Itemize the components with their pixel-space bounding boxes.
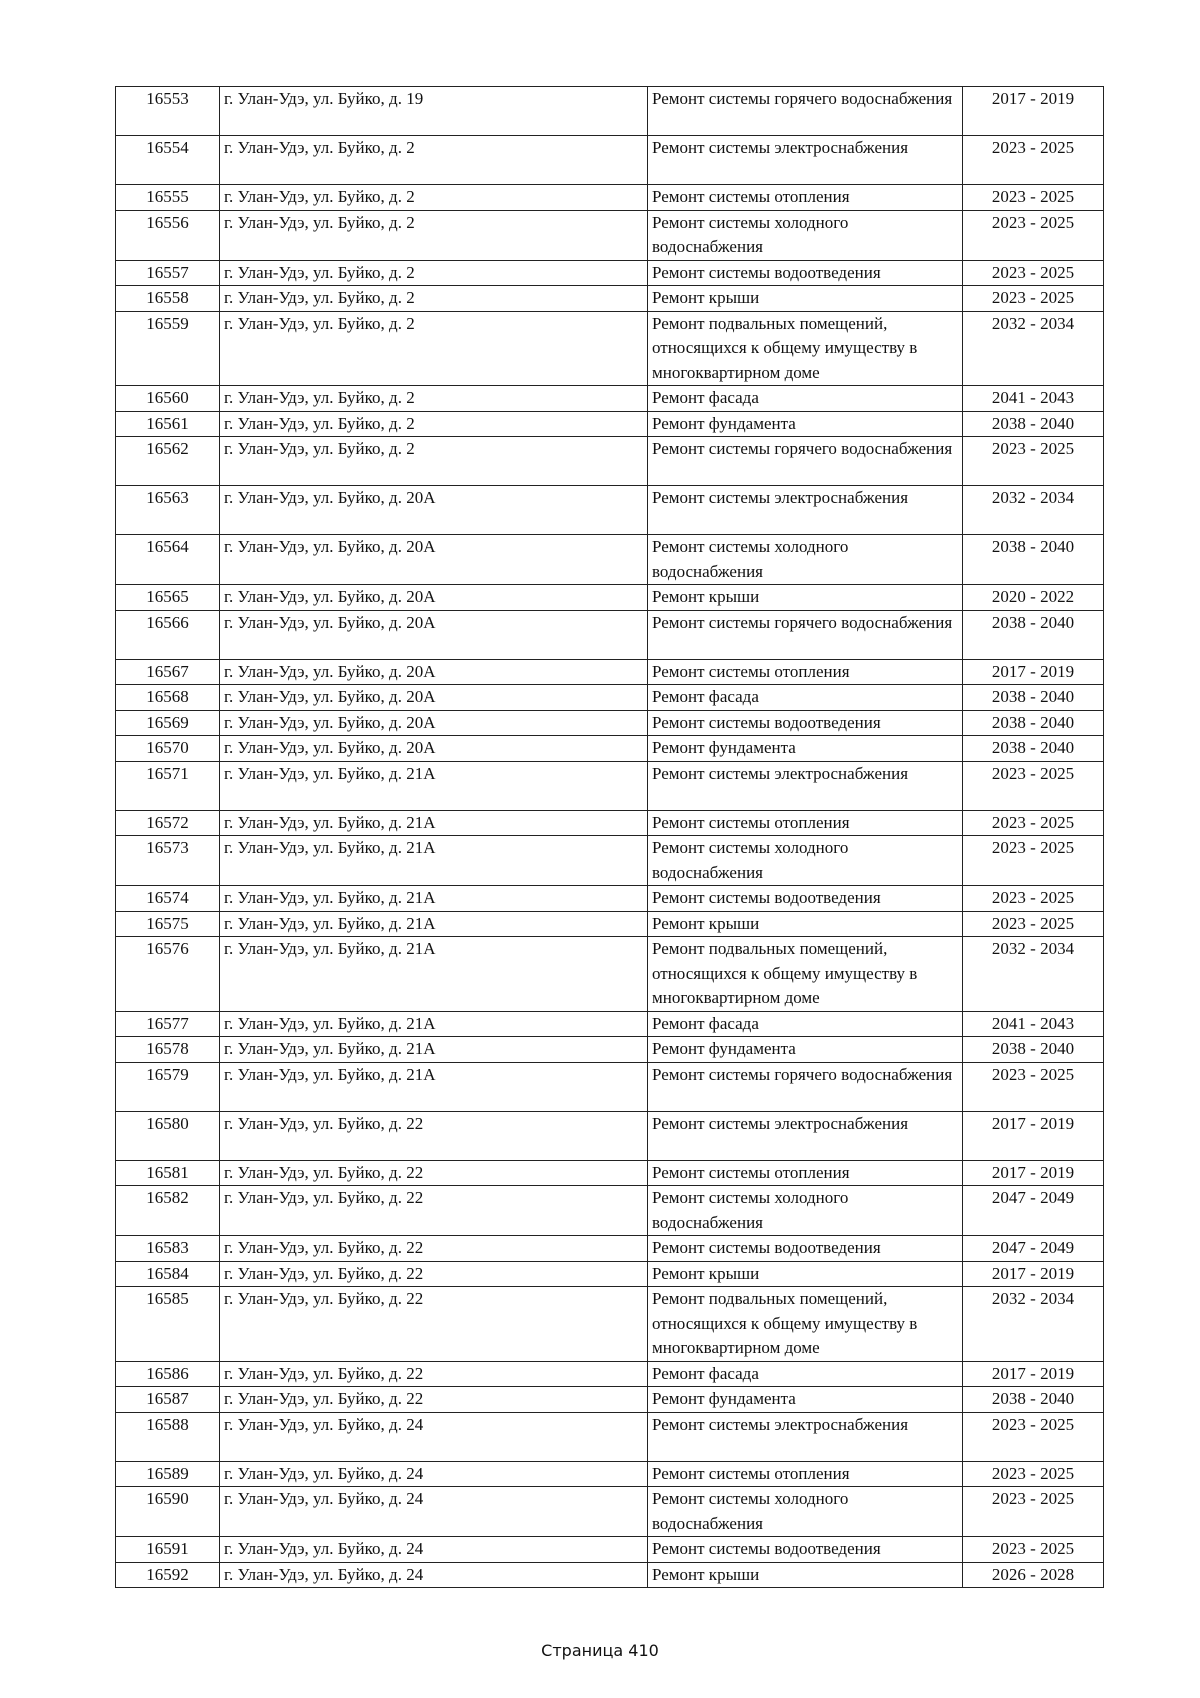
row-number: 16560 [116,386,220,412]
row-years: 2047 - 2049 [963,1236,1104,1262]
row-address: г. Улан-Удэ, ул. Буйко, д. 2 [220,185,648,211]
table-row [116,610,1104,659]
row-number: 16588 [116,1412,220,1461]
row-years: 2023 - 2025 [963,886,1104,912]
row-number: 16564 [116,535,220,585]
row-years: 2047 - 2049 [963,1186,1104,1236]
row-address: г. Улан-Удэ, ул. Буйко, д. 2 [220,286,648,312]
row-work-type: Ремонт системы отопления [648,1160,963,1186]
row-years: 2017 - 2019 [963,87,1104,136]
row-number: 16568 [116,685,220,711]
row-work-type: Ремонт системы электроснабжения [648,136,963,185]
row-years: 2017 - 2019 [963,1261,1104,1287]
table-row [116,386,1104,412]
row-years: 2023 - 2025 [963,1537,1104,1563]
row-years: 2023 - 2025 [963,1461,1104,1487]
table-row [116,836,1104,886]
row-years: 2017 - 2019 [963,1361,1104,1387]
table-row [116,1412,1104,1461]
row-address: г. Улан-Удэ, ул. Буйко, д. 24 [220,1412,648,1461]
row-address: г. Улан-Удэ, ул. Буйко, д. 21А [220,911,648,937]
row-number: 16575 [116,911,220,937]
row-number: 16561 [116,411,220,437]
row-years: 2038 - 2040 [963,535,1104,585]
row-work-type: Ремонт системы водоотведения [648,886,963,912]
row-years: 2032 - 2034 [963,311,1104,386]
row-work-type: Ремонт системы горячего водоснабжения [648,87,963,136]
row-years: 2017 - 2019 [963,659,1104,685]
row-work-type: Ремонт системы горячего водоснабжения [648,437,963,486]
row-address: г. Улан-Удэ, ул. Буйко, д. 2 [220,210,648,260]
row-address: г. Улан-Удэ, ул. Буйко, д. 19 [220,87,648,136]
row-number: 16562 [116,437,220,486]
row-number: 16556 [116,210,220,260]
row-work-type: Ремонт крыши [648,911,963,937]
row-number: 16577 [116,1011,220,1037]
row-number: 16569 [116,710,220,736]
row-address: г. Улан-Удэ, ул. Буйко, д. 21А [220,810,648,836]
table-row [116,736,1104,762]
row-years: 2032 - 2034 [963,937,1104,1012]
table-row [116,886,1104,912]
table-row [116,585,1104,611]
row-work-type: Ремонт системы водоотведения [648,260,963,286]
row-number: 16578 [116,1037,220,1063]
row-address: г. Улан-Удэ, ул. Буйко, д. 21А [220,937,648,1012]
row-address: г. Улан-Удэ, ул. Буйко, д. 20А [220,736,648,762]
row-number: 16558 [116,286,220,312]
row-number: 16576 [116,937,220,1012]
table-row [116,710,1104,736]
row-address: г. Улан-Удэ, ул. Буйко, д. 22 [220,1361,648,1387]
row-work-type: Ремонт фасада [648,386,963,412]
row-address: г. Улан-Удэ, ул. Буйко, д. 24 [220,1562,648,1588]
row-work-type: Ремонт системы водоотведения [648,710,963,736]
table-row [116,685,1104,711]
row-number: 16567 [116,659,220,685]
row-years: 2023 - 2025 [963,1487,1104,1537]
row-years: 2032 - 2034 [963,486,1104,535]
row-work-type: Ремонт фасада [648,1011,963,1037]
row-work-type: Ремонт системы холодного водоснабжения [648,1186,963,1236]
row-work-type: Ремонт фасада [648,685,963,711]
table-row [116,1160,1104,1186]
table-row [116,659,1104,685]
row-years: 2038 - 2040 [963,736,1104,762]
row-address: г. Улан-Удэ, ул. Буйко, д. 22 [220,1387,648,1413]
table-row [116,1461,1104,1487]
table-row [116,311,1104,386]
row-years: 2020 - 2022 [963,585,1104,611]
table-row [116,411,1104,437]
row-work-type: Ремонт системы электроснабжения [648,761,963,810]
table-row [116,87,1104,136]
row-address: г. Улан-Удэ, ул. Буйко, д. 22 [220,1236,648,1262]
table-row [116,1111,1104,1160]
row-address: г. Улан-Удэ, ул. Буйко, д. 22 [220,1160,648,1186]
row-work-type: Ремонт подвальных помещений, относящихся к общему имуществу в многоквартирном доме [648,1287,963,1362]
row-address: г. Улан-Удэ, ул. Буйко, д. 2 [220,260,648,286]
row-address: г. Улан-Удэ, ул. Буйко, д. 21А [220,1011,648,1037]
table-row [116,1261,1104,1287]
row-years: 2041 - 2043 [963,386,1104,412]
row-number: 16589 [116,1461,220,1487]
row-address: г. Улан-Удэ, ул. Буйко, д. 22 [220,1261,648,1287]
row-number: 16571 [116,761,220,810]
row-work-type: Ремонт системы горячего водоснабжения [648,610,963,659]
table-row [116,1387,1104,1413]
row-work-type: Ремонт фасада [648,1361,963,1387]
row-work-type: Ремонт системы отопления [648,659,963,685]
row-address: г. Улан-Удэ, ул. Буйко, д. 22 [220,1186,648,1236]
row-number: 16573 [116,836,220,886]
row-number: 16555 [116,185,220,211]
row-address: г. Улан-Удэ, ул. Буйко, д. 2 [220,437,648,486]
row-number: 16579 [116,1062,220,1111]
row-address: г. Улан-Удэ, ул. Буйко, д. 21А [220,1037,648,1063]
row-work-type: Ремонт системы холодного водоснабжения [648,210,963,260]
row-number: 16570 [116,736,220,762]
row-number: 16580 [116,1111,220,1160]
row-work-type: Ремонт системы горячего водоснабжения [648,1062,963,1111]
row-number: 16559 [116,311,220,386]
table-row [116,1287,1104,1362]
row-address: г. Улан-Удэ, ул. Буйко, д. 20А [220,710,648,736]
row-address: г. Улан-Удэ, ул. Буйко, д. 20А [220,585,648,611]
row-number: 16584 [116,1261,220,1287]
row-years: 2038 - 2040 [963,610,1104,659]
row-work-type: Ремонт системы отопления [648,185,963,211]
row-number: 16591 [116,1537,220,1563]
row-address: г. Улан-Удэ, ул. Буйко, д. 21А [220,836,648,886]
table-row [116,1236,1104,1262]
repair-schedule-table [115,86,1104,1588]
row-number: 16557 [116,260,220,286]
table-row [116,136,1104,185]
table-row [116,1562,1104,1588]
row-work-type: Ремонт системы холодного водоснабжения [648,535,963,585]
row-number: 16592 [116,1562,220,1588]
row-address: г. Улан-Удэ, ул. Буйко, д. 20А [220,610,648,659]
row-number: 16565 [116,585,220,611]
row-address: г. Улан-Удэ, ул. Буйко, д. 24 [220,1537,648,1563]
row-address: г. Улан-Удэ, ул. Буйко, д. 2 [220,411,648,437]
row-years: 2023 - 2025 [963,136,1104,185]
row-years: 2023 - 2025 [963,836,1104,886]
row-work-type: Ремонт фундамента [648,411,963,437]
row-years: 2038 - 2040 [963,710,1104,736]
row-years: 2038 - 2040 [963,685,1104,711]
table-row [116,260,1104,286]
table-row [116,535,1104,585]
row-address: г. Улан-Удэ, ул. Буйко, д. 20А [220,535,648,585]
row-years: 2023 - 2025 [963,810,1104,836]
table-row [116,810,1104,836]
row-work-type: Ремонт фундамента [648,736,963,762]
row-years: 2023 - 2025 [963,1062,1104,1111]
row-number: 16553 [116,87,220,136]
row-address: г. Улан-Удэ, ул. Буйко, д. 21А [220,761,648,810]
row-work-type: Ремонт системы электроснабжения [648,1412,963,1461]
row-address: г. Улан-Удэ, ул. Буйко, д. 21А [220,1062,648,1111]
row-years: 2017 - 2019 [963,1160,1104,1186]
row-work-type: Ремонт системы электроснабжения [648,486,963,535]
row-work-type: Ремонт системы отопления [648,1461,963,1487]
row-number: 16574 [116,886,220,912]
row-work-type: Ремонт крыши [648,1261,963,1287]
row-years: 2032 - 2034 [963,1287,1104,1362]
row-years: 2023 - 2025 [963,1412,1104,1461]
table-row [116,1186,1104,1236]
row-work-type: Ремонт системы холодного водоснабжения [648,1487,963,1537]
table-row [116,185,1104,211]
row-address: г. Улан-Удэ, ул. Буйко, д. 20А [220,486,648,535]
table-row [116,210,1104,260]
row-number: 16554 [116,136,220,185]
row-number: 16590 [116,1487,220,1537]
table-row [116,1537,1104,1563]
row-address: г. Улан-Удэ, ул. Буйко, д. 2 [220,386,648,412]
row-years: 2023 - 2025 [963,761,1104,810]
row-work-type: Ремонт системы отопления [648,810,963,836]
row-number: 16583 [116,1236,220,1262]
row-number: 16566 [116,610,220,659]
row-address: г. Улан-Удэ, ул. Буйко, д. 21А [220,886,648,912]
row-work-type: Ремонт системы электроснабжения [648,1111,963,1160]
row-years: 2023 - 2025 [963,260,1104,286]
row-work-type: Ремонт фундамента [648,1037,963,1063]
row-work-type: Ремонт системы водоотведения [648,1236,963,1262]
row-work-type: Ремонт подвальных помещений, относящихся к общему имуществу в многоквартирном доме [648,937,963,1012]
row-years: 2023 - 2025 [963,185,1104,211]
row-years: 2026 - 2028 [963,1562,1104,1588]
row-address: г. Улан-Удэ, ул. Буйко, д. 2 [220,311,648,386]
table-row [116,1062,1104,1111]
table-row [116,761,1104,810]
row-work-type: Ремонт системы холодного водоснабжения [648,836,963,886]
row-address: г. Улан-Удэ, ул. Буйко, д. 24 [220,1487,648,1537]
row-work-type: Ремонт фундамента [648,1387,963,1413]
row-years: 2038 - 2040 [963,411,1104,437]
row-years: 2023 - 2025 [963,911,1104,937]
row-address: г. Улан-Удэ, ул. Буйко, д. 22 [220,1287,648,1362]
table-row [116,1487,1104,1537]
row-years: 2023 - 2025 [963,286,1104,312]
row-number: 16587 [116,1387,220,1413]
row-years: 2038 - 2040 [963,1037,1104,1063]
row-address: г. Улан-Удэ, ул. Буйко, д. 24 [220,1461,648,1487]
row-address: г. Улан-Удэ, ул. Буйко, д. 2 [220,136,648,185]
page-number: Страница 410 [541,1641,659,1660]
row-number: 16563 [116,486,220,535]
table-row [116,437,1104,486]
row-address: г. Улан-Удэ, ул. Буйко, д. 22 [220,1111,648,1160]
row-years: 2023 - 2025 [963,437,1104,486]
table-row [116,937,1104,1012]
row-number: 16572 [116,810,220,836]
row-work-type: Ремонт крыши [648,1562,963,1588]
row-address: г. Улан-Удэ, ул. Буйко, д. 20А [220,659,648,685]
table-row [116,911,1104,937]
row-years: 2023 - 2025 [963,210,1104,260]
table-row [116,1011,1104,1037]
table-row [116,286,1104,312]
table-row [116,486,1104,535]
row-number: 16585 [116,1287,220,1362]
row-years: 2017 - 2019 [963,1111,1104,1160]
row-work-type: Ремонт подвальных помещений, относящихся к общему имуществу в многоквартирном доме [648,311,963,386]
row-number: 16586 [116,1361,220,1387]
row-years: 2038 - 2040 [963,1387,1104,1413]
table-row [116,1037,1104,1063]
row-number: 16581 [116,1160,220,1186]
row-work-type: Ремонт крыши [648,585,963,611]
table-body [116,87,1104,1588]
row-address: г. Улан-Удэ, ул. Буйко, д. 20А [220,685,648,711]
row-work-type: Ремонт крыши [648,286,963,312]
table-row [116,1361,1104,1387]
row-work-type: Ремонт системы водоотведения [648,1537,963,1563]
row-years: 2041 - 2043 [963,1011,1104,1037]
row-number: 16582 [116,1186,220,1236]
